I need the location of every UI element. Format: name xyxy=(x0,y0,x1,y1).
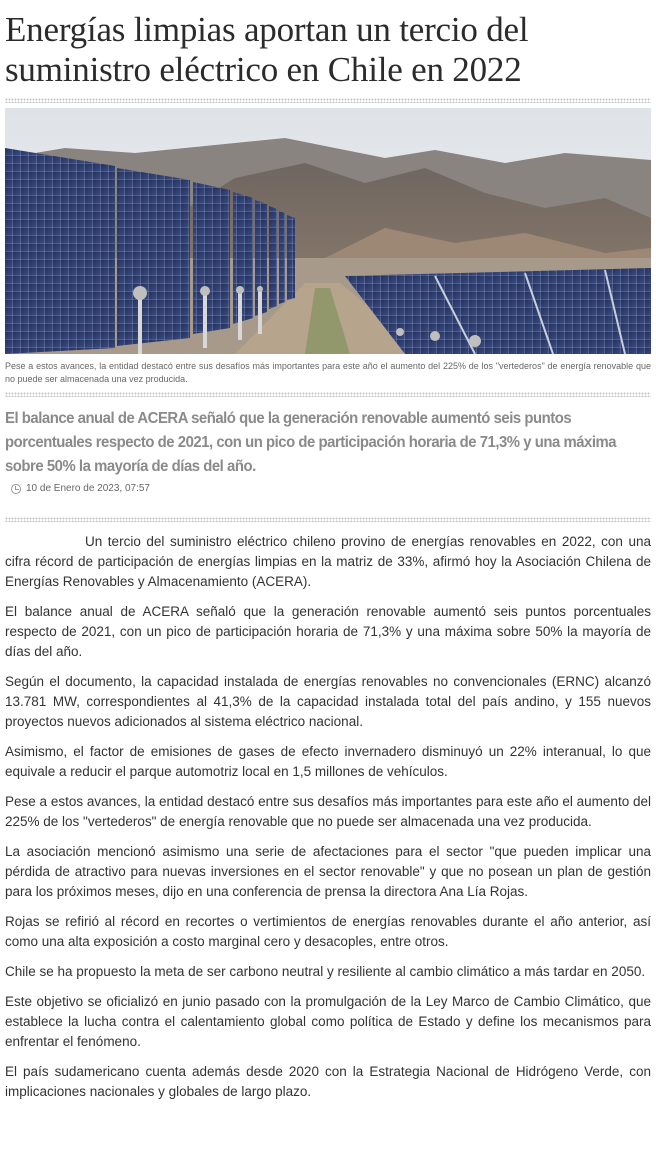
image-caption: Pese a estos avances, la entidad destacó entre sus desafíos más importantes para este año el aumento del 225% de los "vertederos" de energía renovable que no puede ser almacenada una vez producida. xyxy=(5,361,651,384)
divider xyxy=(5,517,651,522)
article-title: Energías limpias aportan un tercio del suministro eléctrico en Chile en 2022 xyxy=(5,10,529,89)
paragraph: Un tercio del suministro eléctrico chileno provino de energías renovables en 2022, con una cifra récord de participación de energías limpias en la matriz de 33%, afirmó hoy la Asociación Chilena de Energías Renovables y Almacenamiento (ACERA). xyxy=(5,534,651,589)
paragraph: La asociación mencionó asimismo una serie de afectaciones para el sector "que pueden implicar una pérdida de atractivo para nuevas inversiones en el sector renovable" y que no posean un plan de gestión para los próximos meses, dijo en una conferencia de prensa la directora Ana Lía Rojas. xyxy=(5,844,651,899)
article-photo xyxy=(5,108,651,354)
date-text: 10 de Enero de 2023, 07:57 xyxy=(26,483,150,494)
paragraph: El país sudamericano cuenta además desde 2020 con la Estrategia Nacional de Hidrógeno Verde, con implicaciones nacionales y globales de largo plazo. xyxy=(5,1064,651,1099)
paragraph: Asimismo, el factor de emisiones de gases de efecto invernadero disminuyó un 22% interanual, lo que equivale a reducir el parque automotriz local en 1,5 millones de vehículos. xyxy=(5,744,651,779)
clock-icon xyxy=(11,484,21,494)
paragraph: Chile se ha propuesto la meta de ser carbono neutral y resiliente al cambio climático a más tardar en 2050. xyxy=(5,964,646,979)
divider xyxy=(5,98,651,103)
article-lead: El balance anual de ACERA señaló que la generación renovable aumentó seis puntos porcentuales respecto de 2021, con un pico de participación horaria de 71,3% y una máxima sobre 50% la mayoría de días del año. xyxy=(5,410,617,475)
paragraph: Pese a estos avances, la entidad destacó entre sus desafíos más importantes para este año el aumento del 225% de los "vertederos" de energía renovable que no puede ser almacenada una vez producida. xyxy=(5,794,651,829)
paragraph: Rojas se refirió al récord en recortes o vertimientos de energías renovables durante el año anterior, así como una alta exposición a costo marginal cero y desacoples, entre otros. xyxy=(5,914,651,949)
divider xyxy=(5,392,651,397)
article xyxy=(5,0,651,1112)
paragraph: Este objetivo se oficializó en junio pasado con la promulgación de la Ley Marco de Cambio Climático, que establece la lucha contra el calentamiento global como política de Estado y define los mecanismos para enfrentar el fenómeno. xyxy=(5,994,651,1049)
paragraph: El balance anual de ACERA señaló que la generación renovable aumentó seis puntos porcentuales respecto de 2021, con un pico de participación horaria de 71,3% y una máxima sobre 50% la mayoría de días del año. xyxy=(5,604,651,659)
paragraph: Según el documento, la capacidad instalada de energías renovables no convencionales (ERNC) alcanzó 13.781 MW, correspondientes al 41,3% de la capacidad instalada total del país andino, y 155 nuevos proyectos nuevos adicionados al sistema eléctrico nacional. xyxy=(5,674,651,729)
article-date xyxy=(5,483,651,494)
article-body xyxy=(5,532,651,1102)
